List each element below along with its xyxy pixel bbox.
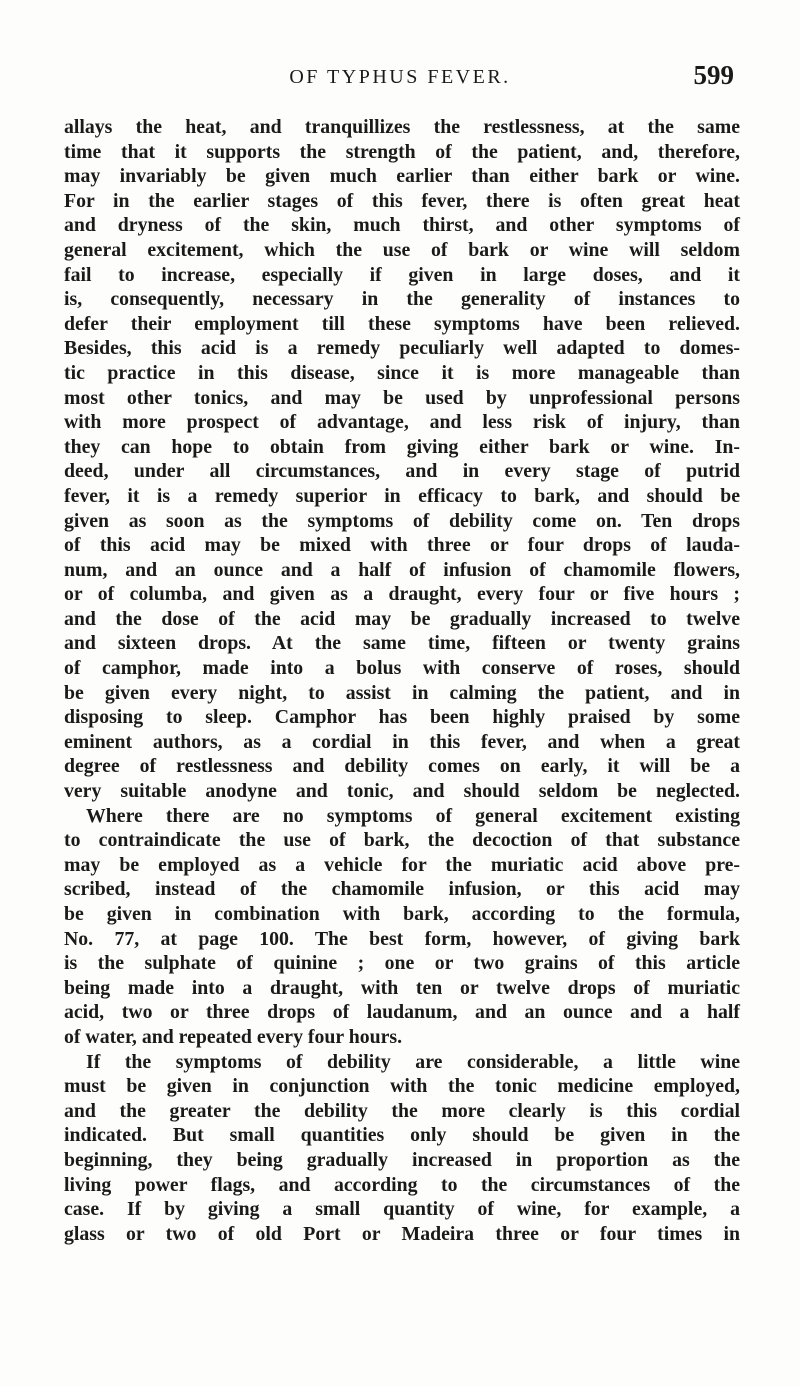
text-line: num, and an ounce and a half of infusion of chamomile flowers,	[64, 558, 740, 581]
text-line: disposing to sleep. Camphor has been highly praised by some	[64, 706, 740, 729]
text-line: indicated. But small quantities only should be given in the	[64, 1124, 740, 1147]
text-line: given as soon as the symptoms of debility come on. Ten drops	[64, 509, 740, 532]
text-line: may invariably be given much earlier than either bark or wine.	[64, 165, 740, 188]
text-line: glass or two of old Port or Madeira three or four times in	[64, 1222, 740, 1245]
text-line: tic practice in this disease, since it is more manageable than	[64, 361, 740, 384]
text-line: scribed, instead of the chamomile infusion, or this acid may	[64, 878, 740, 901]
text-line: beginning, they being gradually increased in proportion as the	[64, 1148, 740, 1171]
text-line: is the sulphate of quinine ; one or two grains of this article	[64, 952, 740, 975]
text-line: Where there are no symptoms of general excitement existing	[86, 804, 740, 827]
text-line: most other tonics, and may be used by unprofessional persons	[64, 386, 740, 409]
text-line: fail to increase, especially if given in large doses, and it	[64, 263, 740, 286]
text-line: or of columba, and given as a draught, every four or five hours ;	[64, 583, 740, 606]
text-line: fever, it is a remedy superior in efficacy to bark, and should be	[64, 484, 740, 507]
text-line: being made into a draught, with ten or twelve drops of muriatic	[64, 976, 740, 999]
text-line: degree of restlessness and debility comes on early, it will be a	[64, 755, 740, 778]
body-text	[64, 115, 740, 1246]
text-line: Besides, this acid is a remedy peculiarly well adapted to domes-	[64, 337, 740, 360]
text-line: defer their employment till these symptoms have been relieved.	[64, 312, 740, 335]
text-line: eminent authors, as a cordial in this fever, and when a great	[64, 730, 740, 753]
text-line: If the symptoms of debility are considerable, a little wine	[86, 1050, 740, 1073]
page-number: 599	[693, 60, 734, 90]
text-line: they can hope to obtain from giving either bark or wine. In-	[64, 435, 740, 458]
text-line: and sixteen drops. At the same time, fifteen or twenty grains	[64, 632, 740, 655]
text-line: acid, two or three drops of laudanum, and an ounce and a half	[64, 1001, 740, 1024]
text-line: be given in combination with bark, according to the formula,	[64, 903, 740, 925]
text-line: is, consequently, necessary in the generality of instances to	[64, 288, 740, 311]
text-line: general excitement, which the use of bark or wine will seldom	[64, 238, 740, 261]
text-line: allays the heat, and tranquillizes the restlessness, at the same	[64, 116, 740, 138]
text-line: and dryness of the skin, much thirst, and other symptoms of	[64, 214, 740, 237]
text-line: and the dose of the acid may be gradually increased to twelve	[64, 607, 740, 630]
text-line: to contraindicate the use of bark, the decoction of that substance	[64, 829, 740, 852]
text-line: deed, under all circumstances, and in every stage of putrid	[64, 460, 740, 483]
text-line: very suitable anodyne and tonic, and should seldom be neglected.	[64, 780, 740, 803]
text-line: living power flags, and according to the circumstances of the	[64, 1173, 740, 1196]
running-head	[0, 60, 800, 100]
text-line: may be employed as a vehicle for the muriatic acid above pre-	[64, 853, 740, 876]
text-line: of water, and repeated every four hours.	[64, 1025, 403, 1048]
text-line: must be given in conjunction with the tonic medicine employed,	[64, 1075, 740, 1098]
text-line: and the greater the debility the more clearly is this cordial	[64, 1099, 740, 1122]
text-line: case. If by giving a small quantity of wine, for example, a	[64, 1198, 740, 1221]
text-line: with more prospect of advantage, and less risk of injury, than	[64, 411, 740, 434]
text-line: No. 77, at page 100. The best form, however, of giving bark	[64, 927, 740, 950]
text-line: of this acid may be mixed with three or four drops of lauda-	[64, 534, 740, 557]
text-line: time that it supports the strength of the patient, and, therefore,	[64, 140, 740, 163]
text-line: For in the earlier stages of this fever, there is often great heat	[64, 189, 740, 212]
text-line: be given every night, to assist in calming the patient, and in	[64, 681, 740, 704]
text-line: of camphor, made into a bolus with conserve of roses, should	[64, 657, 740, 680]
running-title: OF TYPHUS FEVER.	[289, 66, 511, 88]
